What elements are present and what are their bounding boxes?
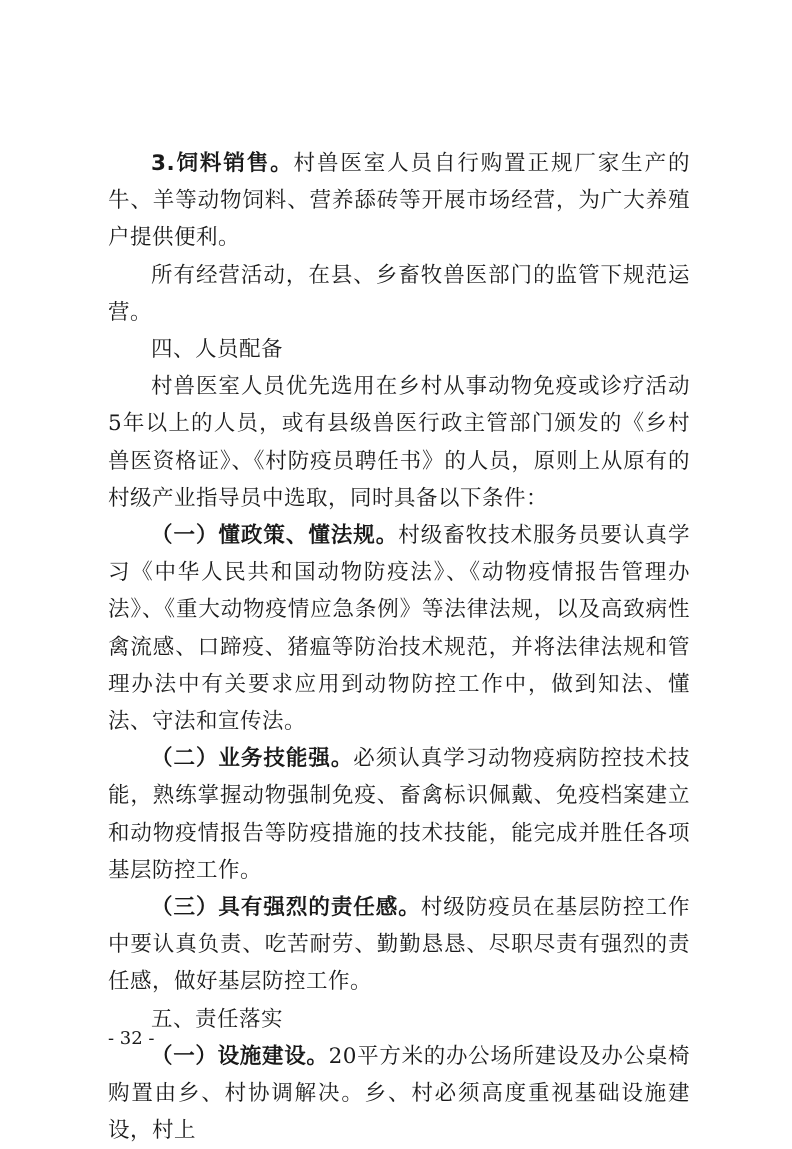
paragraph-staff-selection <box>108 368 690 517</box>
paragraph-supervision <box>108 257 690 331</box>
paragraph-text: 村兽医室人员自行购置正规厂家生产的牛、羊等动物饲料、营养舔砖等开展市场经营，为广大养殖户提供便利。 <box>108 151 690 251</box>
paragraph-responsibility <box>108 889 690 1001</box>
paragraph-lead: （一）懂政策、懂法规。 <box>151 523 399 549</box>
paragraph-facilities <box>108 1038 690 1149</box>
document-body <box>108 145 690 1149</box>
paragraph-feed-sales <box>108 145 690 257</box>
paragraph-policy-law <box>108 517 690 740</box>
paragraph-lead: 3.饲料销售。 <box>151 151 294 176</box>
paragraph-text: 所有经营活动，在县、乡畜牧兽医部门的监管下规范运营。 <box>108 262 690 325</box>
section-heading-accountability: 五、责任落实 <box>151 1006 284 1032</box>
paragraph-text: 必须认真学习动物疫病防控技术技能，熟练掌握动物强制免疫、畜禽标识佩戴、免疫档案建立和动物疫情报告等防疫措施的技术技能，能完成并胜任各项基层防控工作。 <box>108 746 690 883</box>
paragraph-lead: （二）业务技能强。 <box>151 746 354 772</box>
paragraph-lead: （一）设施建设。 <box>151 1043 329 1069</box>
page-number: - 32 - <box>108 1028 155 1049</box>
paragraph-text: 村兽医室人员优先选用在乡村从事动物免疫或诊疗活动5年以上的人员，或有县级兽医行政主管部门颁发的《乡村兽医资格证》、《村防疫员聘任书》的人员，原则上从原有的村级产业指导员中选取，同时具备以下条件： <box>108 374 690 511</box>
paragraph-skills <box>108 740 690 889</box>
paragraph-text: 村级畜牧技术服务员要认真学习《中华人民共和国动物防疫法》、《动物疫情报告管理办法》、《重大动物疫情应急条例》等法律法规，以及高致病性禽流感、口蹄疫、猪瘟等防治技术规范，并将法律法规和管理办法中有关要求应用到动物防控工作中，做到知法、懂法、守法和宣传法。 <box>108 523 690 735</box>
paragraph-text: 20平方米的办公场所建设及办公桌椅购置由乡、村协调解决。乡、村必须高度重视基础设施建设，村上 <box>108 1043 690 1144</box>
paragraph-text: 村级防疫员在基层防控工作中要认真负责、吃苦耐劳、勤勤恳恳、尽职尽责有强烈的责任感，做好基层防控工作。 <box>108 895 690 995</box>
section-heading-staffing: 四、人员配备 <box>151 337 284 363</box>
paragraph-lead: （三）具有强烈的责任感。 <box>151 895 421 921</box>
